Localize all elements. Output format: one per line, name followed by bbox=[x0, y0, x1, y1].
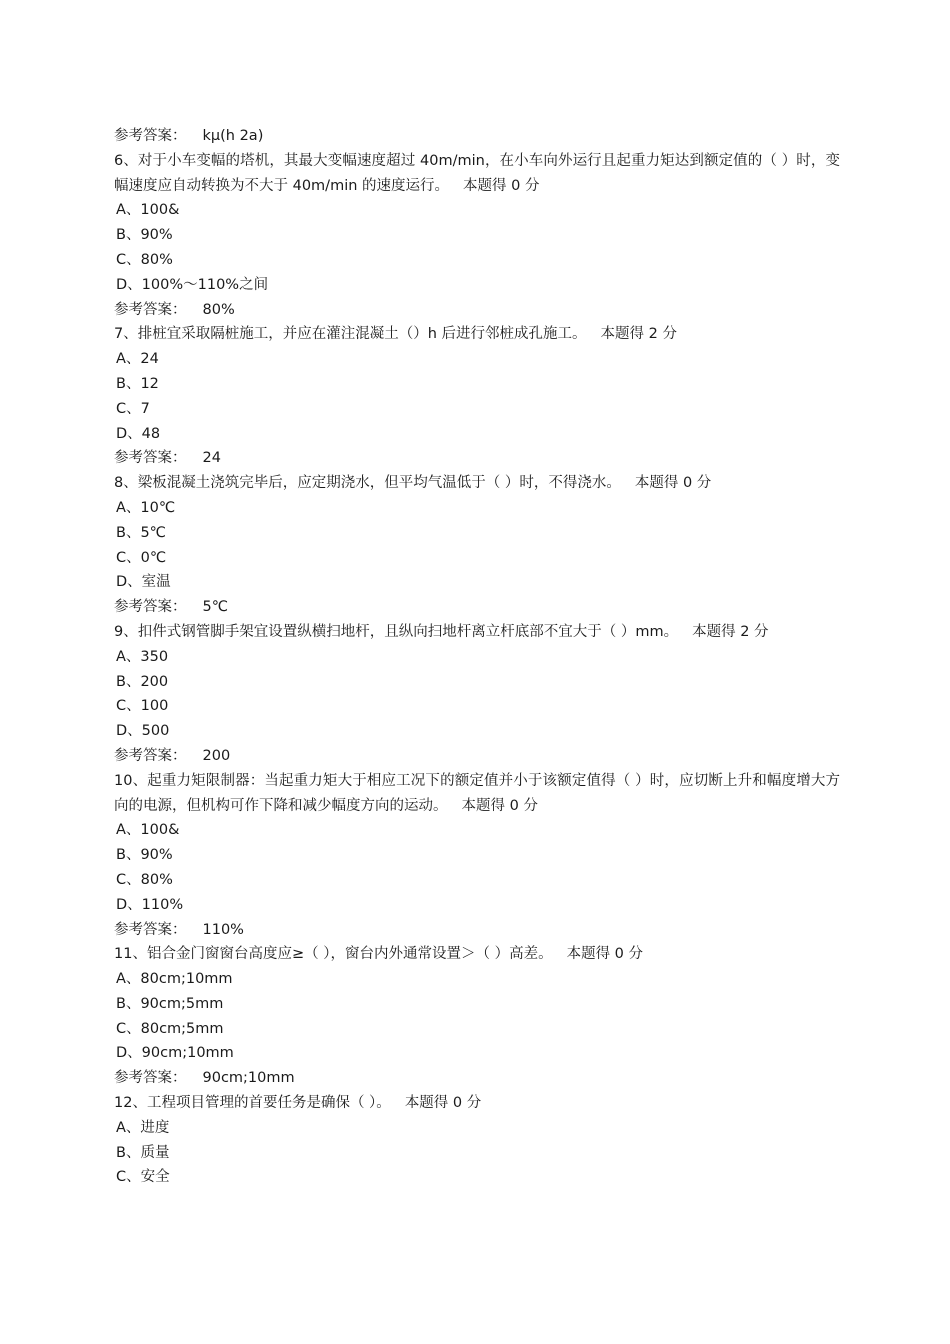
question-block bbox=[114, 471, 840, 620]
option: C、80% bbox=[116, 871, 173, 888]
option: A、10℃ bbox=[116, 499, 176, 516]
question-block bbox=[114, 1091, 840, 1190]
question-stem: 10、起重力矩限制器：当起重力矩大于相应工况下的额定值并小于该额定值得（ ）时，应切断上升和幅度增大方向的电源，但机构可作下降和减少幅度方向的运动。 bbox=[114, 772, 840, 814]
question-text bbox=[114, 322, 840, 347]
document-page bbox=[114, 124, 840, 1190]
question-text bbox=[114, 769, 840, 819]
answer-line bbox=[114, 918, 840, 943]
question-stem: 8、梁板混凝土浇筑完毕后，应定期浇水，但平均气温低于（ ）时，不得浇水。 bbox=[114, 475, 621, 492]
question-score: 本题得 2 分 bbox=[600, 326, 677, 343]
question-score: 本题得 0 分 bbox=[404, 1095, 482, 1112]
question-text bbox=[114, 471, 840, 496]
option: D、90cm;10mm bbox=[116, 1045, 234, 1062]
option: D、110% bbox=[116, 896, 184, 913]
question-block bbox=[114, 322, 840, 471]
question-text bbox=[114, 942, 840, 967]
answer-label: 参考答案： bbox=[114, 599, 187, 616]
question-stem: 9、扣件式钢管脚手架宜设置纵横扫地杆，且纵向扫地杆离立杆底部不宜大于（ ）mm。 bbox=[114, 623, 679, 640]
option: B、12 bbox=[116, 375, 159, 392]
answer-line bbox=[114, 446, 840, 471]
question-block bbox=[114, 620, 840, 769]
option: D、100%～110%之间 bbox=[116, 276, 269, 293]
question-stem: 12、工程项目管理的首要任务是确保（ ）。 bbox=[114, 1095, 391, 1112]
answer-value: 24 bbox=[202, 450, 221, 467]
question-block bbox=[114, 942, 840, 1091]
question-stem: 7、排桩宜采取隔桩施工，并应在灌注混凝土（）h 后进行邻桩成孔施工。 bbox=[114, 326, 587, 343]
answer-label: 参考答案： bbox=[114, 128, 187, 144]
answer-value: 80% bbox=[202, 301, 235, 318]
answer-line bbox=[114, 124, 840, 149]
question-block bbox=[114, 149, 840, 323]
option: A、24 bbox=[116, 351, 159, 368]
option: B、质量 bbox=[116, 1144, 170, 1161]
option: C、80% bbox=[116, 251, 173, 268]
option: B、200 bbox=[116, 673, 169, 690]
option: C、80cm;5mm bbox=[116, 1020, 224, 1037]
question-stem: 6、对于小车变幅的塔机，其最大变幅速度超过 40m/min，在小车向外运行且起重力矩达到额定值的（ ）时，变幅速度应自动转换为不大于 40m/min 的速度运行。 bbox=[114, 152, 840, 194]
answer-line bbox=[114, 1066, 840, 1091]
option: C、100 bbox=[116, 698, 169, 715]
question-text bbox=[114, 149, 840, 199]
answer-value: 110% bbox=[202, 921, 244, 938]
option: D、室温 bbox=[116, 574, 171, 591]
answer-line bbox=[114, 744, 840, 769]
question-score: 本题得 0 分 bbox=[461, 797, 538, 814]
option: A、100& bbox=[116, 202, 180, 219]
question-block bbox=[114, 769, 840, 943]
option: A、80cm;10mm bbox=[116, 971, 233, 988]
answer-label: 参考答案： bbox=[114, 1070, 187, 1087]
option: A、进度 bbox=[116, 1119, 170, 1136]
option: C、0℃ bbox=[116, 549, 167, 566]
question-score: 本题得 2 分 bbox=[692, 623, 769, 640]
option: B、90% bbox=[116, 847, 173, 864]
question-text bbox=[114, 620, 840, 645]
answer-label: 参考答案： bbox=[114, 921, 187, 938]
answer-value: 90cm;10mm bbox=[202, 1070, 295, 1087]
answer-value: kμ(h 2a) bbox=[202, 128, 264, 144]
option: A、350 bbox=[116, 648, 169, 665]
answer-label: 参考答案： bbox=[114, 747, 187, 764]
question-stem: 11、铝合金门窗窗台高度应≥（ ），窗台内外通常设置＞（ ）高差。 bbox=[114, 946, 553, 963]
question-score: 本题得 0 分 bbox=[566, 946, 644, 963]
answer-line bbox=[114, 595, 840, 620]
option: C、安全 bbox=[116, 1169, 170, 1186]
option: A、100& bbox=[116, 822, 180, 839]
option: B、5℃ bbox=[116, 524, 166, 541]
question-score: 本题得 0 分 bbox=[634, 475, 712, 492]
answer-value: 200 bbox=[202, 747, 231, 764]
option: C、7 bbox=[116, 400, 150, 417]
answer-label: 参考答案： bbox=[114, 301, 187, 318]
option: D、48 bbox=[116, 425, 161, 442]
question-score: 本题得 0 分 bbox=[463, 177, 540, 194]
answer-label: 参考答案： bbox=[114, 450, 187, 467]
answer-value: 5℃ bbox=[202, 599, 229, 616]
answer-line bbox=[114, 298, 840, 323]
option: B、90cm;5mm bbox=[116, 995, 224, 1012]
question-text bbox=[114, 1091, 840, 1116]
option: D、500 bbox=[116, 723, 170, 740]
option: B、90% bbox=[116, 227, 173, 244]
